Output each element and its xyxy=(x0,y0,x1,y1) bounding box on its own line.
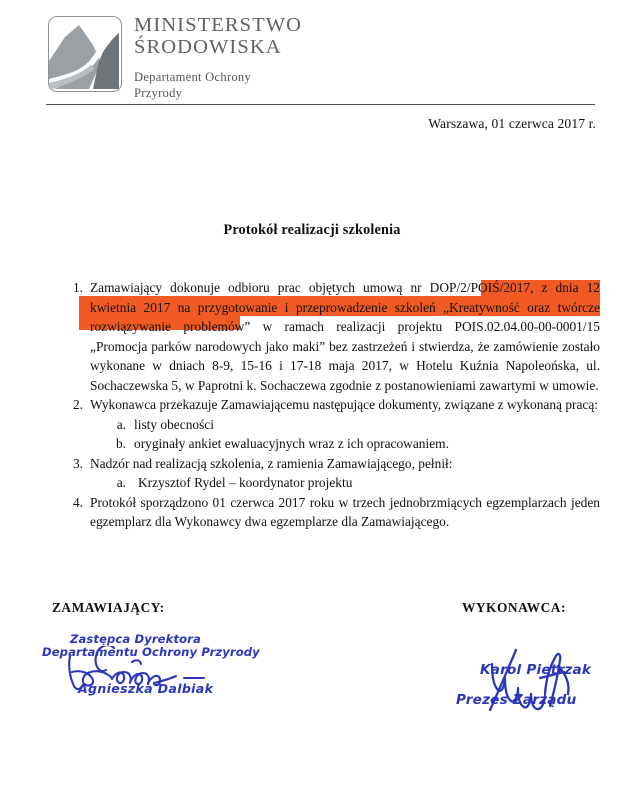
place-and-date: Warszawa, 01 czerwca 2017 r. xyxy=(428,116,596,131)
list-item-2 xyxy=(90,395,600,454)
ministry-brand xyxy=(134,14,434,101)
signature-right-role: Prezes Zarządu xyxy=(456,692,577,708)
signature-label-contractor: WYKONAWCA: xyxy=(462,600,566,615)
department-name-line2: Przyrody xyxy=(134,85,183,100)
list-item-2a-text: listy obecności xyxy=(134,416,214,432)
signature-left-name: Agnieszka Dalbiak xyxy=(78,681,214,696)
ministry-title-line1: MINISTERSTWO xyxy=(134,14,303,36)
signature-label-client: ZAMAWIAJĄCY: xyxy=(52,600,165,615)
list-item-2b xyxy=(134,434,600,454)
list-item-3a xyxy=(134,473,600,493)
ministry-title-line2: ŚRODOWISKA xyxy=(134,36,282,58)
list-item-2a xyxy=(134,415,600,435)
document-body xyxy=(62,278,600,532)
list-item-3a-text: Krzysztof Rydel – koordynator projektu xyxy=(138,475,353,490)
list-item-1 xyxy=(90,278,600,395)
sub-list-2 xyxy=(90,415,600,454)
numbered-list xyxy=(62,278,600,532)
signature-left-role-line2: Departamentu Ochrony Przyrody xyxy=(42,645,260,659)
list-item-4-text: Protokół sporządzono 01 czerwca 2017 roku w trzech jednobrzmiących egzemplarzach jeden egzemplarz dla Wykonawcy dwa egzemplarze dla Zamawiającego. xyxy=(90,494,600,529)
list-item-2b-text: oryginały ankiet ewaluacyjnych wraz z ich opracowaniem. xyxy=(134,436,449,451)
sub-list-3 xyxy=(90,473,600,493)
signature-left-role-line1: Zastępca Dyrektora xyxy=(70,632,201,646)
letterhead xyxy=(48,14,588,100)
department-name-line1: Departament Ochrony xyxy=(134,70,251,84)
list-item-3 xyxy=(90,454,600,493)
list-item-3-text: Nadzór nad realizacją szkolenia, z ramienia Zamawiającego, pełnił: xyxy=(90,455,453,471)
list-item-2-text: Wykonawca przekazuje Zamawiającemu następujące dokumenty, związane z wykonaną pracą: xyxy=(90,397,599,412)
list-item-1-text: Zamawiający dokonuje odbioru prac objętych umową nr DOP/2/POIŚ/2017, z dnia 12 kwietnia 2017 na przygotowanie i przeprowadzenie szkoleń „Kreatywność oraz twórcze rozwiązywanie problemów” w ramach realizacji projektu POIS.02.04.00-00-0001/15 „Promocja parków narodowych jako maki” bez zastrzeżeń i stwierdza, że zamówienie zostało wykonane w dniach 8-9, 15-16 i 17-18 maja 2017, w Hotelu Kuźnia Napoleońska, ul. Sochaczewska 5, w Paprotni k. Sochaczewa zgodnie z postanowieniami zawartymi w umowie. xyxy=(90,280,600,393)
document-title: Protokół realizacji szkolenia xyxy=(223,222,401,238)
header-divider xyxy=(46,104,595,105)
list-item-4 xyxy=(90,493,600,532)
ministry-mountain-logo-icon xyxy=(48,16,122,92)
signature-right-name: Karol Pietrzak xyxy=(480,662,592,678)
